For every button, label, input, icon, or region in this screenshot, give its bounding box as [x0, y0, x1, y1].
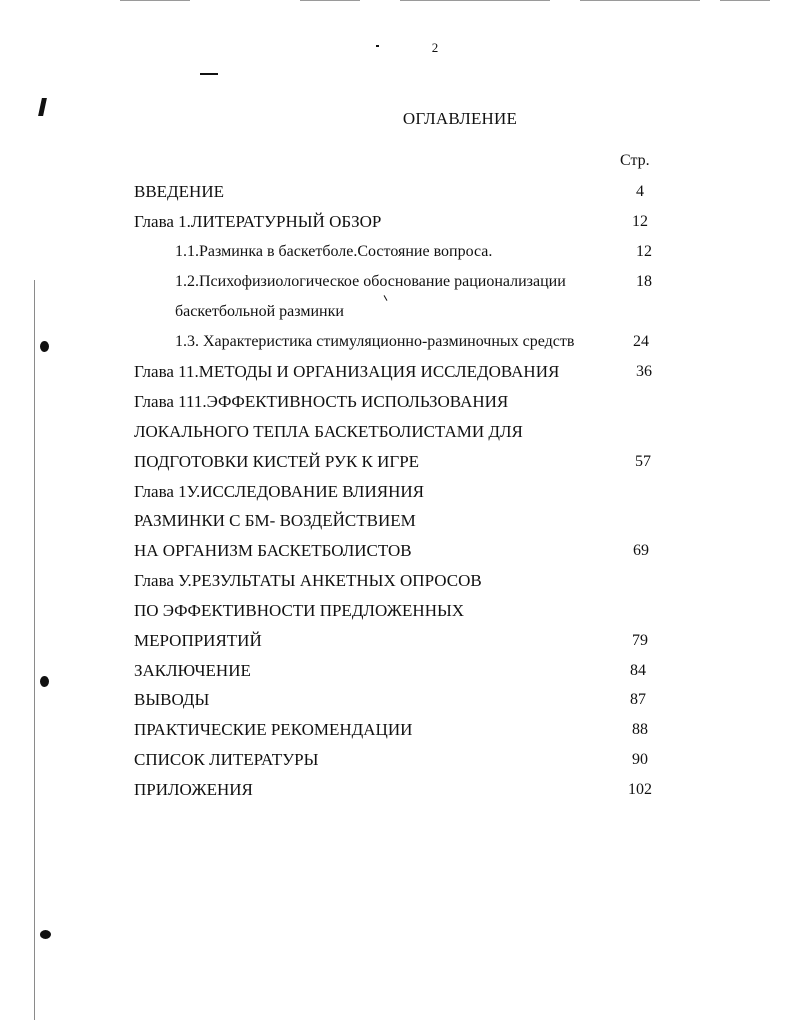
page-title: ОГЛАВЛЕНИЕ	[402, 109, 518, 128]
toc-entry-text: Глава 1.ЛИТЕРАТУРНЫЙ ОБЗОР	[134, 212, 382, 231]
toc-entry-page: 57	[635, 453, 651, 470]
scan-top-rule	[300, 0, 360, 1]
toc-entry-text: 1.3. Характеристика стимуляционно-разминочных средств	[175, 333, 575, 350]
toc-entry-text: НА ОРГАНИЗМ БАСКЕТБОЛИСТОВ	[134, 541, 412, 560]
scan-mark	[384, 295, 388, 301]
scan-top-rule	[720, 0, 770, 1]
toc-entry-text: ПО ЭФФЕКТИВНОСТИ ПРЕДЛОЖЕННЫХ	[134, 601, 465, 620]
toc-entry-text: Глава 11.МЕТОДЫ И ОРГАНИЗАЦИЯ ИССЛЕДОВАНИЯ	[134, 362, 560, 381]
scan-mark	[376, 45, 379, 47]
page-number: 2	[431, 40, 439, 55]
toc-entry-text: МЕРОПРИЯТИЙ	[134, 631, 262, 650]
toc-entry-page: 84	[630, 662, 646, 679]
toc-entry-text: баскетбольной разминки	[175, 303, 344, 320]
toc-entry-text: ЛОКАЛЬНОГО ТЕПЛА БАСКЕТБОЛИСТАМИ ДЛЯ	[134, 422, 523, 441]
punch-hole-mark	[40, 341, 49, 352]
scan-left-edge	[34, 280, 35, 1020]
toc-entry-text: Глава 1У.ИССЛЕДОВАНИЕ ВЛИЯНИЯ	[134, 482, 424, 501]
toc-entry-text: ВВЕДЕНИЕ	[134, 182, 224, 201]
toc-entry-page: 24	[633, 333, 649, 350]
toc-entry-page: 4	[636, 183, 644, 200]
toc-entry-text: РАЗМИНКИ С БМ- ВОЗДЕЙСТВИЕМ	[134, 511, 416, 530]
scan-top-rule	[400, 0, 550, 1]
scan-top-rule	[120, 0, 190, 1]
toc-entry-text: ВЫВОДЫ	[134, 690, 210, 709]
toc-entry-text: Глава У.РЕЗУЛЬТАТЫ АНКЕТНЫХ ОПРОСОВ	[134, 571, 482, 590]
toc-entry-page: 88	[632, 721, 648, 738]
toc-entry-text: 1.2.Психофизиологическое обоснование рационализации	[175, 273, 566, 290]
toc-entry-text: СПИСОК ЛИТЕРАТУРЫ	[134, 750, 319, 769]
toc-entry-page: 18	[636, 273, 652, 290]
toc-entry-page: 69	[633, 542, 649, 559]
toc-entry-page: 36	[636, 363, 652, 380]
toc-entry-text: ПРИЛОЖЕНИЯ	[134, 780, 253, 799]
page-column-header: Стр.	[620, 152, 650, 169]
toc-entry-page: 79	[632, 632, 648, 649]
toc-entry-page: 87	[630, 691, 646, 708]
toc-entry-text: ПОДГОТОВКИ КИСТЕЙ РУК К ИГРЕ	[134, 452, 420, 471]
toc-entry-text: ЗАКЛЮЧЕНИЕ	[134, 661, 251, 680]
scan-top-rule	[580, 0, 700, 1]
toc-entry-text: ПРАКТИЧЕСКИЕ РЕКОМЕНДАЦИИ	[134, 720, 413, 739]
punch-hole-mark	[40, 930, 51, 939]
punch-hole-mark	[40, 676, 49, 687]
scan-mark	[38, 98, 47, 116]
toc-entry-page: 12	[636, 243, 652, 260]
toc-entry-text: Глава 111.ЭФФЕКТИВНОСТЬ ИСПОЛЬЗОВАНИЯ	[134, 392, 509, 411]
toc-entry-page: 90	[632, 751, 648, 768]
toc-entry-page: 102	[628, 781, 652, 798]
toc-entry-text: 1.1.Разминка в баскетболе.Состояние вопроса.	[175, 243, 493, 260]
scan-mark	[200, 73, 218, 75]
toc-entry-page: 12	[632, 213, 648, 230]
